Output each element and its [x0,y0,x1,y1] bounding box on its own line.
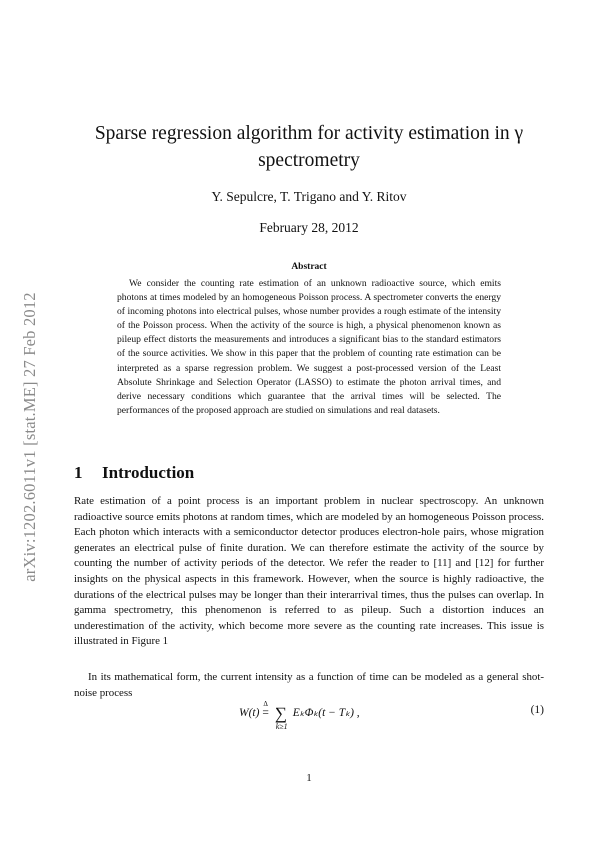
paper-title: Sparse regression algorithm for activity estimation in γ spectrometry [94,123,524,171]
intro-paragraph-1: Rate estimation of a point process is an important problem in nuclear spectroscopy. An unknown radioactive source emits photons at random times, which are modeled by an homogeneous Poisson process. Each photon which interacts with a semiconductor detector produces electron-hole pairs, whose migration generates an electrical pulse of finite duration. We can therefore estimate the activity of the source by counting the number of activity periods of the detector. We refer the reader to [11] and [12] for further insights on the physical aspects in this framework. However, when the source is highly radioactive, the durations of the electrical pulses may be longer than their interarrival times, thus the pulses can overlap. In gamma spectrometry, this phenomenon is referred to as pileup. Such a distortion induces an underestimation of the activity, which become more severe as the counting rate increases. This issue is illustrated in Figure 1 [74,495,544,648]
page-number: 1 [306,772,312,784]
equation-sum [274,704,288,731]
arxiv-sidebar [18,262,42,612]
paper-date: February 28, 2012 [259,220,359,235]
equation-rhs: EₖΦₖ(t − Tₖ) , [292,707,360,719]
sum-index: k≥1 [275,722,288,731]
equation-defined-as [262,700,269,719]
section-number: 1 [74,463,83,482]
paper-authors: Y. Sepulcre, T. Trigano and Y. Ritov [211,189,407,204]
equation-lhs: W(t) [239,707,260,719]
equation-number: (1) [530,704,544,716]
equation-body [239,700,360,731]
section-heading-introduction [74,463,194,483]
abstract-text: We consider the counting rate estimation of an unknown radioactive source, which emits photons at times modeled by an homogeneous Poisson process. A spectrometer converts the energy of incoming photons into electrical pulses, whose number provides a rough estimate of the intensity of the Poisson process. When the activity of the source is high, a physical phenomenon known as pileup effect distorts the measurements and introduces a significant bias to the standard estimators of the source activities. We show in this paper that the problem of counting rate estimation can be interpreted as a sparse regression problem. We suggest a post-processed version of the Least Absolute Shrinkage and Selection Operator (LASSO) to estimate the photon arrival times, and derive necessary conditions which guarantee that the arrival times will be selected. The performances of the proposed approach are studied on simulations and real datasets. [117,278,501,416]
equation-equals: = [262,707,269,719]
intro-paragraph-2: In its mathematical form, the current intensity as a function of time can be modeled as a general shot-noise process [74,671,544,699]
equation-delta-mark: Δ [263,700,268,708]
equation-1 [74,702,544,732]
sum-symbol: ∑ [274,704,287,723]
section-title: Introduction [102,463,195,482]
arxiv-identifier: arXiv:1202.6011v1 [stat.ME] 27 Feb 2012 [20,292,39,582]
abstract-heading: Abstract [291,262,327,272]
